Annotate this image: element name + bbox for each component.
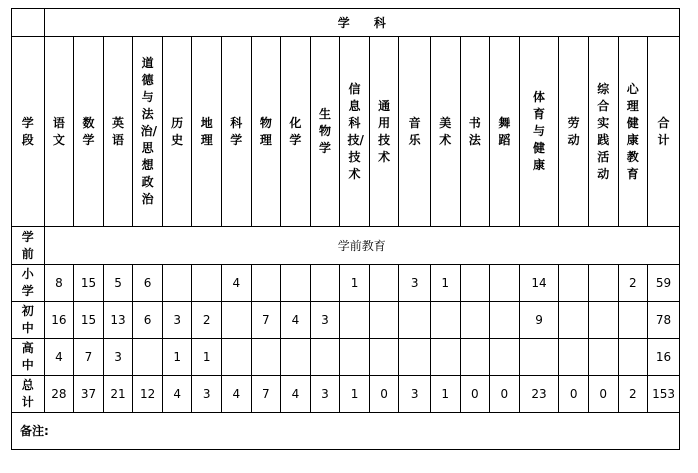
table-cell: 4 [221,265,251,302]
table-cell: 15 [74,265,104,302]
table-cell [618,339,648,376]
table-cell: 0 [460,376,490,413]
table-cell [340,302,370,339]
subject-group-header: 学 科 [44,9,679,37]
table-row [12,376,680,413]
table-cell: 153 [648,376,680,413]
stage-label-primary: 小学 [12,265,45,302]
table-cell [559,302,589,339]
subject-header: 书法 [460,37,490,227]
table-cell: 13 [103,302,133,339]
table-cell: 4 [221,376,251,413]
table-cell: 9 [519,302,559,339]
subject-header: 历史 [162,37,192,227]
subject-header: 生物学 [310,37,340,227]
table-cell: 5 [103,265,133,302]
subject-header: 劳动 [559,37,589,227]
table-cell [460,339,490,376]
table-cell: 6 [133,265,163,302]
subject-header: 音乐 [399,37,431,227]
table-cell: 3 [399,376,431,413]
table-cell: 7 [251,302,281,339]
subject-header: 舞蹈 [490,37,520,227]
table-cell: 0 [588,376,618,413]
stage-label-senior: 高中 [12,339,45,376]
subject-header: 语文 [44,37,74,227]
table-row [12,339,680,376]
table-cell: 16 [44,302,74,339]
subject-table [11,8,680,450]
table-cell: 0 [559,376,589,413]
table-cell: 2 [618,376,648,413]
table-cell [490,302,520,339]
subject-header: 道德与法治/思想政治 [133,37,163,227]
table-cell: 3 [162,302,192,339]
table-cell [340,339,370,376]
subject-header: 物理 [251,37,281,227]
table-cell: 4 [281,376,311,413]
preschool-content: 学前教育 [44,227,679,265]
subject-header: 心理健康教育 [618,37,648,227]
table-cell [460,302,490,339]
table-cell [430,339,460,376]
table-cell: 7 [251,376,281,413]
table-cell: 3 [192,376,222,413]
table-cell [618,302,648,339]
stage-label-junior: 初中 [12,302,45,339]
table-cell: 37 [74,376,104,413]
table-cell: 0 [369,376,399,413]
table-cell: 15 [74,302,104,339]
table-cell [133,339,163,376]
corner-cell [12,9,45,37]
table-cell [559,265,589,302]
table-cell: 1 [340,265,370,302]
table-cell [519,339,559,376]
table-cell [399,302,431,339]
table-cell: 3 [310,302,340,339]
table-row [12,265,680,302]
subject-header: 通用技术 [369,37,399,227]
table-cell: 3 [103,339,133,376]
table-cell [281,339,311,376]
table-cell [588,302,618,339]
table-cell: 3 [399,265,431,302]
subject-header: 信息科技/技术 [340,37,370,227]
subject-header: 综合实践活动 [588,37,618,227]
table-cell: 6 [133,302,163,339]
table-cell: 12 [133,376,163,413]
table-cell [310,265,340,302]
subject-header: 美术 [430,37,460,227]
table-cell [310,339,340,376]
table-cell [192,265,222,302]
subject-header: 地理 [192,37,222,227]
table-cell [588,265,618,302]
table-cell: 1 [430,265,460,302]
remarks-cell: 备注: [12,413,680,450]
table-cell: 1 [340,376,370,413]
table-cell [251,339,281,376]
table-cell [162,265,192,302]
table-cell: 0 [490,376,520,413]
table-cell [559,339,589,376]
stage-label-total: 总计 [12,376,45,413]
stage-label-preschool: 学前 [12,227,45,265]
table-cell [281,265,311,302]
table-cell [221,339,251,376]
table-cell: 59 [648,265,680,302]
table-cell [369,339,399,376]
table-cell: 1 [162,339,192,376]
table-cell: 23 [519,376,559,413]
table-cell: 14 [519,265,559,302]
table-cell [221,302,251,339]
table-cell [251,265,281,302]
table-cell: 1 [192,339,222,376]
table-cell: 4 [281,302,311,339]
table-cell: 2 [192,302,222,339]
table-cell [430,302,460,339]
table-cell [490,339,520,376]
subject-header: 体育与健康 [519,37,559,227]
subject-header: 科学 [221,37,251,227]
stage-column-header: 学段 [12,37,45,227]
table-cell [490,265,520,302]
subject-header: 合计 [648,37,680,227]
table-cell [588,339,618,376]
subject-header: 化学 [281,37,311,227]
table-cell: 21 [103,376,133,413]
table-cell [399,339,431,376]
table-cell: 4 [162,376,192,413]
subject-header: 英语 [103,37,133,227]
table-cell: 28 [44,376,74,413]
table-row [12,302,680,339]
table-cell [369,265,399,302]
table-cell: 8 [44,265,74,302]
subject-header: 数学 [74,37,104,227]
table-cell: 1 [430,376,460,413]
table-cell: 4 [44,339,74,376]
table-cell [460,265,490,302]
table-cell: 2 [618,265,648,302]
table-cell: 78 [648,302,680,339]
table-cell: 3 [310,376,340,413]
table-cell: 7 [74,339,104,376]
table-cell: 16 [648,339,680,376]
table-cell [369,302,399,339]
